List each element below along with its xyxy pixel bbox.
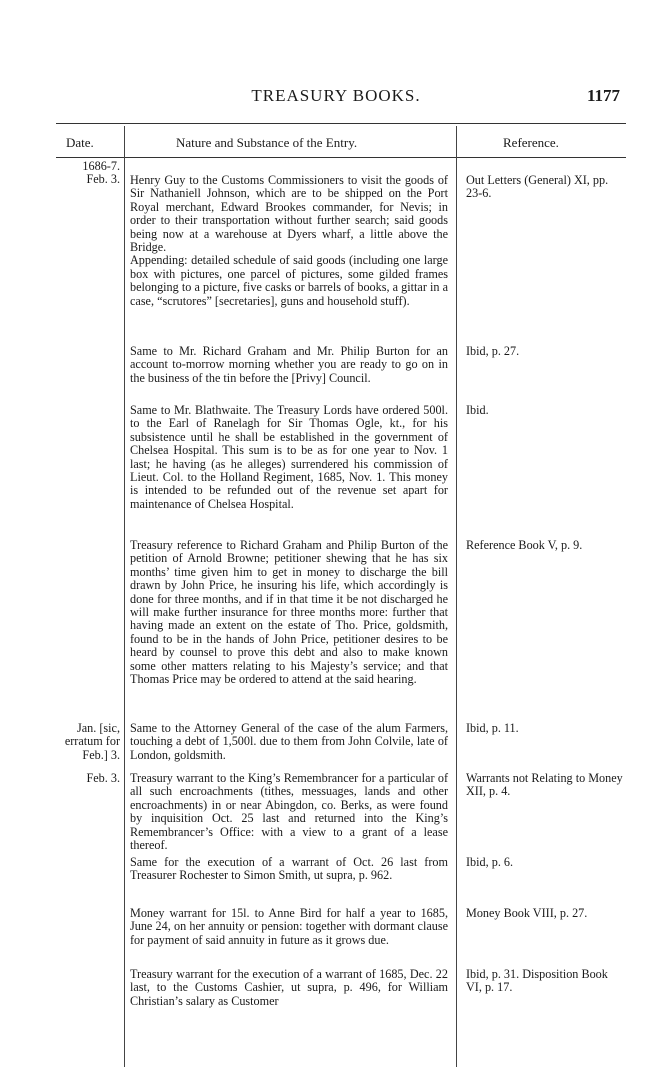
entry-reference: Warrants not Relating to Money XII, p. 4. <box>466 771 623 799</box>
entry-date: Jan. [sic, erratum for Feb.] 3. <box>64 721 120 762</box>
entry-text: Treasury warrant to the King’s Remembrancer for a particular of all such encroachments (tithes, messuages, lands and other encroachments) in or near Abingdon, co. Berks, as were found by inquisition Oct. 25 last and returned into the King’s Remembrancer’s Office: with a view to a grant of a lease thereof. <box>130 771 448 853</box>
date-column-divider <box>124 126 125 1067</box>
entry-date: 1686-7. Feb. 3. <box>82 159 120 187</box>
column-head-rule <box>56 157 626 158</box>
entry-text: Same to Mr. Richard Graham and Mr. Philip Burton for an account to-morrow morning whether you are ready to go on in the business of the tin before the [Privy] Council. <box>130 344 448 385</box>
entry-reference: Ibid, p. 27. <box>466 344 520 358</box>
column-header-nature: Nature and Substance of the Entry. <box>176 135 358 150</box>
entry-appendix: Appending: detailed schedule of said goods (including one large box with pictures, one parcel of pictures, some gilded frames belonging to a picture, five casks or barrels of books, a gittar in a case, “scrutores” [secretaries], guns and household stuff). <box>130 253 448 308</box>
entry-text: Treasury reference to Richard Graham and Philip Burton of the petition of Arnold Browne; petitioner shewing that he has six months’ time given him to get in money to discharge the bill drawn by John Price, he insuring his life, which accordingly is done for three months, and if in that time it be not discharged he will make further insurance for three months more: further that having made an extent on the estate of Tho. Price, goldsmith, found to be in the hands of John Price, petitioner desires to be heard by counsel to prove this debt and also to make known some other matters relating to his Majesty’s service; and that Thomas Price may be ordered to attend at the said hearing. <box>130 538 448 687</box>
entry-text <box>130 174 448 308</box>
entry-body: Henry Guy to the Customs Commissioners to visit the goods of Sir Nathaniell Johnson, which are to be shipped on the Port Royal merchant, Edward Brookes commander, for Nevis; in order to their transportation without further search; said goods being now at a warehouse at Dyers wharf, a little above the Bridge. <box>130 173 448 255</box>
entry-date: Feb. 3. <box>86 771 120 785</box>
entry-reference: Ibid, p. 31. Disposition Book VI, p. 17. <box>466 967 608 995</box>
column-header-reference: Reference. <box>503 135 559 150</box>
entry-text: Same to Mr. Blathwaite. The Treasury Lords have ordered 500l. to the Earl of Ranelagh for Sir Thomas Ogle, kt., for his subsistence until he shall be established in the government of Chelsea Hospital. This sum is to be as for one year to Nov. 1 last; he having (as he alleges) surrendered his commission of Lieut. Col. to the Holland Regiment, 1685, Nov. 1. This money is intended to be refunded out of the revenue set apart for maintenance of Chelsea Hospital. <box>130 403 448 511</box>
column-header-date: Date. <box>66 135 94 150</box>
entry-reference: Ibid, p. 11. <box>466 721 519 735</box>
entry-text: Same for the execution of a warrant of Oct. 26 last from Treasurer Rochester to Simon Smith, ut supra, p. 962. <box>130 855 448 883</box>
reference-column-divider <box>456 126 457 1067</box>
entry-reference: Reference Book V, p. 9. <box>466 538 583 552</box>
entry-reference: Ibid. <box>466 403 489 417</box>
entry-reference: Out Letters (General) XI, pp. 23-6. <box>466 173 609 201</box>
page-title: TREASURY BOOKS. <box>251 86 421 105</box>
top-rule <box>56 123 626 124</box>
entry-reference: Ibid, p. 6. <box>466 855 514 869</box>
entry-text: Same to the Attorney General of the case of the alum Farmers, touching a debt of 1,500l. due to them from John Colvile, late of London, goldsmith. <box>130 721 448 762</box>
page-number: 1177 <box>586 86 620 105</box>
entry-text: Money warrant for 15l. to Anne Bird for half a year to 1685, June 24, on her annuity or pension: together with dormant clause for payment of said annuity in future as it grows due. <box>130 906 448 947</box>
entry-reference: Money Book VIII, p. 27. <box>466 906 588 920</box>
entry-text: Treasury warrant for the execution of a warrant of 1685, Dec. 22 last, to the Customs Cashier, ut supra, p. 496, for William Christian’s salary as Customer <box>130 967 448 1008</box>
